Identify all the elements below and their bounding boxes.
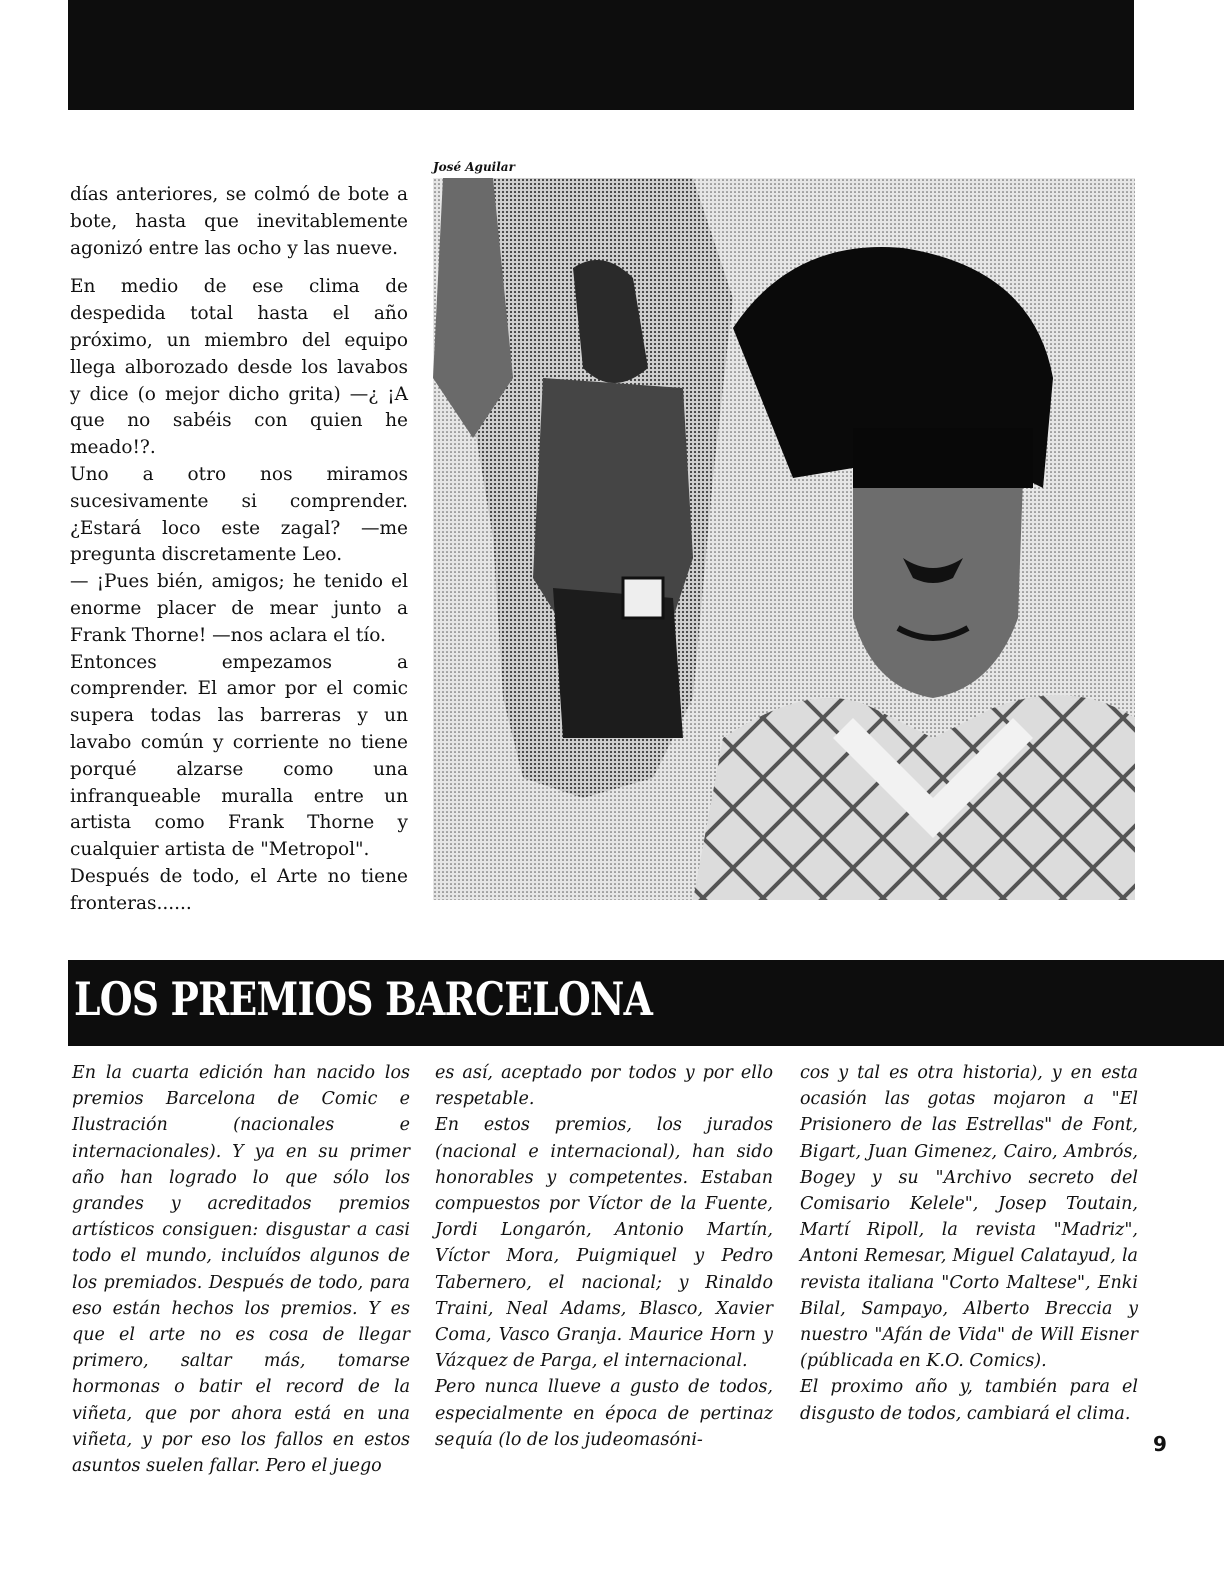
top-black-band <box>68 0 1134 110</box>
section-headline: LOS PREMIOS BARCELONA <box>74 972 653 1026</box>
paragraph: El proximo año y, también para el disgusto de todos, cambiará el clima. <box>800 1377 1138 1424</box>
paragraph: cos y tal es otra historia), y en esta ocasión las gotas mojaron a "El Prisionero de las Estrellas" de Font, Bigart, Juan Gimenez, Cairo, Ambrós, Bogey y su "Archivo secreto del Comisario Kelele", Josep Toutain, Martí Ripoll, la revista "Madriz", Antoni Remesar, Miguel Calatayud, la revista italiana "Corto Maltese", Enki Bilal, Sampayo, Alberto Breccia y nuestro "Afán de Vida" de Will Eisner (públicada en K.O. Comics). <box>800 1063 1138 1372</box>
photo-credit: José Aguilar <box>433 160 515 174</box>
top-article-column <box>70 182 408 918</box>
paragraph: Entonces empezamos a comprender. El amor por el comic supera todas las barreras y un lavabo común y corriente no tiene porqué alzarse como una infranqueable muralla entre un artista como Frank Thorne y cualquier artista de "Metropol". <box>70 651 408 861</box>
paragraph: En la cuarta edición han nacido los premios Barcelona de Comic e Ilustración (nacionales e internacionales). Y ya en su primer año han logrado lo que sólo los grandes y acreditados premios artísticos consiguen: disgustar a casi todo el mundo, incluídos algunos de los premiados. Después de todo, para eso están hechos los premios. Y es que el arte no es cosa de llegar primero, saltar más, tomarse hormonas o batir el record de la viñeta, que por ahora está en una viñeta, y por eso los fallos en estos asuntos suelen fallar. Pero el juego <box>72 1063 410 1477</box>
paragraph: En estos premios, los jurados (nacional e internacional), han sido honorables y competentes. Estaban compuestos por Víctor de la Fuente, Jordi Longarón, Antonio Martín, Víctor Mora, Puigmiquel y Pedro Tabernero, el nacional; y Rinaldo Traini, Neal Adams, Blasco, Xavier Coma, Vasco Granja. Maurice Horn y Vázquez de Parga, el internacional. <box>435 1115 773 1372</box>
paragraph: días anteriores, se colmó de bote a bote, hasta que inevitablemente agonizó entre las ocho y las nueve. <box>70 184 408 259</box>
paragraph: Pero nunca llueve a gusto de todos, especialmente en época de pertinaz sequía (lo de los judeomasóni- <box>435 1377 773 1450</box>
paragraph: Uno a otro nos miramos sucesivamente si comprender. ¿Estará loco este zagal? —me pregunta discretamente Leo. <box>70 463 408 566</box>
page-number: 9 <box>1153 1432 1167 1456</box>
paragraph: En medio de ese clima de despedida total hasta el año próximo, un miembro del equipo llega alborozado desde los lavabos y dice (o mejor dicho grita) —¿ ¡A que no sabéis con quien he meado!?. <box>70 276 408 459</box>
photo-portrait-with-comic-art <box>433 178 1135 900</box>
article-column-2 <box>435 1060 773 1453</box>
paragraph: es así, aceptado por todos y por ello respetable. <box>435 1063 773 1110</box>
paragraph: — ¡Pues bién, amigos; he tenido el enorme placer de mear junto a Frank Thorne! —nos aclara el tío. <box>70 571 408 646</box>
article-column-3 <box>800 1060 1138 1427</box>
article-column-1 <box>72 1060 410 1479</box>
paragraph: Después de todo, el Arte no tiene fronteras...... <box>70 865 408 914</box>
